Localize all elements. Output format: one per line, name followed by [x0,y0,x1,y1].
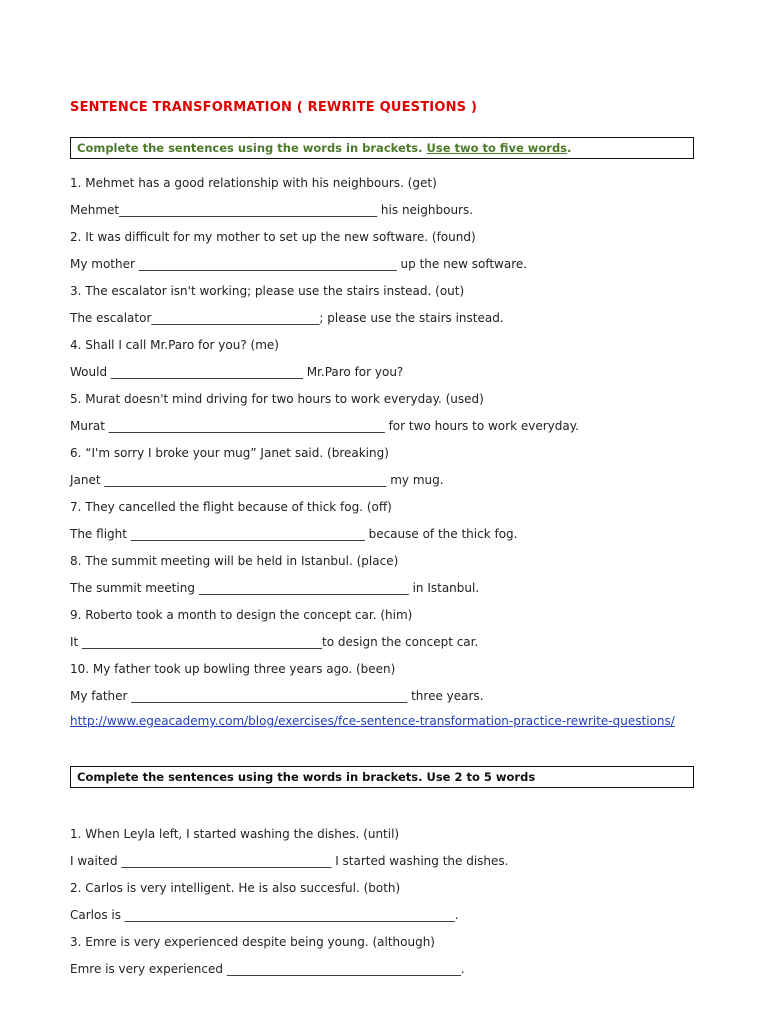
answer-line-2: My mother ___________________________________________ up the new software. [70,257,528,271]
instruction-highlight: Use two to five words [426,141,568,155]
instruction-text-2: Complete the sentences using the words in brackets. Use 2 to 5 words [77,770,536,784]
question-5: 5. Murat doesn't mind driving for two hours to work everyday. (used) [70,392,484,406]
answer-line-2-1: I waited ___________________________________ I started washing the dishes. [70,854,509,868]
answer-line-5: Murat ______________________________________________ for two hours to work everyday. [70,419,579,433]
question-2-3: 3. Emre is very experienced despite being young. (although) [70,935,435,949]
answer-line-4: Would ________________________________ Mr.Paro for you? [70,365,404,379]
page-title: SENTENCE TRANSFORMATION ( REWRITE QUESTIONS ) [70,100,478,115]
source-link[interactable]: http://www.egeacademy.com/blog/exercises/fce-sentence-transformation-practice-rewrite-questions/ [70,714,675,728]
answer-line-10: My father ______________________________________________ three years. [70,689,484,703]
question-2-2: 2. Carlos is very intelligent. He is also succesful. (both) [70,881,401,895]
instruction-box-2 [70,766,694,788]
question-2-1: 1. When Leyla left, I started washing the dishes. (until) [70,827,400,841]
answer-line-7: The flight _______________________________________ because of the thick fog. [70,527,518,541]
answer-line-2-2: Carlos is _______________________________________________________. [70,908,459,922]
question-1: 1. Mehmet has a good relationship with his neighbours. (get) [70,176,437,190]
instruction-main: Complete the sentences using the words in brackets. [77,141,423,155]
question-10: 10. My father took up bowling three years ago. (been) [70,662,396,676]
answer-line-9: It ________________________________________to design the concept car. [70,635,479,649]
question-6: 6. “I'm sorry I broke your mug” Janet said. (breaking) [70,446,389,460]
question-7: 7. They cancelled the flight because of thick fog. (off) [70,500,392,514]
instruction-text-1 [77,141,571,155]
instruction-box-1 [70,137,694,159]
instruction-period: . [567,141,572,155]
question-3: 3. The escalator isn't working; please use the stairs instead. (out) [70,284,465,298]
answer-line-3: The escalator____________________________; please use the stairs instead. [70,311,504,325]
question-9: 9. Roberto took a month to design the concept car. (him) [70,608,413,622]
answer-line-6: Janet _______________________________________________ my mug. [70,473,444,487]
answer-line-1: Mehmet___________________________________________ his neighbours. [70,203,474,217]
question-8: 8. The summit meeting will be held in Istanbul. (place) [70,554,399,568]
question-2: 2. It was difficult for my mother to set up the new software. (found) [70,230,476,244]
answer-line-8: The summit meeting ___________________________________ in Istanbul. [70,581,480,595]
answer-line-2-3: Emre is very experienced _______________________________________. [70,962,465,976]
question-4: 4. Shall I call Mr.Paro for you? (me) [70,338,279,352]
